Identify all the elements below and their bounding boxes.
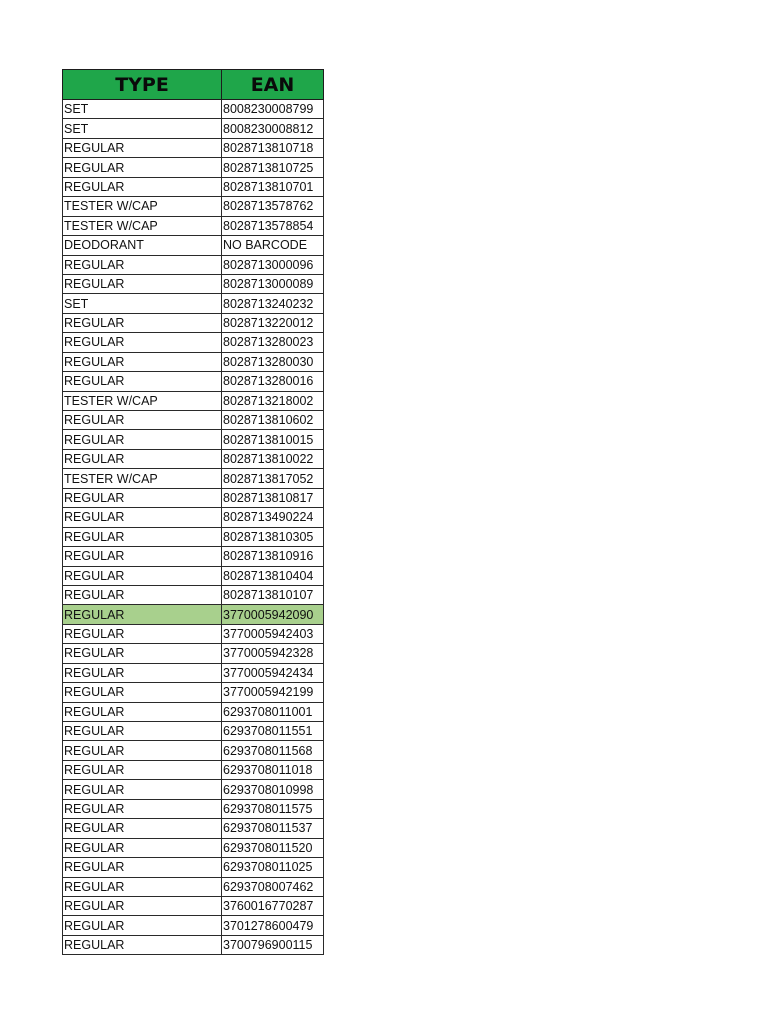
cell-type[interactable]: TESTER W/CAP: [63, 197, 222, 216]
table-row: [63, 430, 324, 449]
cell-ean[interactable]: 8028713218002: [222, 391, 324, 410]
table-row: [63, 391, 324, 410]
table-row: [63, 449, 324, 468]
cell-ean[interactable]: 8008230008812: [222, 119, 324, 138]
table-row: [63, 683, 324, 702]
table-row: [63, 411, 324, 430]
table-row: [63, 255, 324, 274]
table-row: [63, 158, 324, 177]
cell-type[interactable]: REGULAR: [63, 624, 222, 643]
table-row: [63, 935, 324, 954]
cell-type[interactable]: SET: [63, 294, 222, 313]
table-row: [63, 819, 324, 838]
table-row: [63, 644, 324, 663]
cell-ean[interactable]: 8028713810015: [222, 430, 324, 449]
cell-type[interactable]: DEODORANT: [63, 236, 222, 255]
table-row: [63, 274, 324, 293]
table-row: [63, 197, 324, 216]
cell-ean[interactable]: 8028713000096: [222, 255, 324, 274]
table-row: [63, 799, 324, 818]
cell-ean[interactable]: 3701278600479: [222, 916, 324, 935]
cell-type[interactable]: REGULAR: [63, 508, 222, 527]
table-row: [63, 896, 324, 915]
table-row: [63, 858, 324, 877]
table-row: [63, 488, 324, 507]
cell-ean[interactable]: 8028713810107: [222, 585, 324, 604]
table-row: [63, 605, 324, 624]
cell-ean[interactable]: 3700796900115: [222, 935, 324, 954]
cell-ean[interactable]: 6293708011001: [222, 702, 324, 721]
cell-type[interactable]: REGULAR: [63, 702, 222, 721]
cell-type[interactable]: REGULAR: [63, 430, 222, 449]
cell-ean[interactable]: 8028713810022: [222, 449, 324, 468]
table-row: [63, 177, 324, 196]
cell-type[interactable]: REGULAR: [63, 858, 222, 877]
cell-ean[interactable]: 3760016770287: [222, 896, 324, 915]
cell-type[interactable]: REGULAR: [63, 722, 222, 741]
product-table: [62, 69, 324, 955]
table-row: [63, 877, 324, 896]
cell-ean[interactable]: 8028713810404: [222, 566, 324, 585]
cell-ean[interactable]: NO BARCODE: [222, 236, 324, 255]
cell-ean[interactable]: 6293708011520: [222, 838, 324, 857]
cell-type[interactable]: REGULAR: [63, 819, 222, 838]
cell-type[interactable]: REGULAR: [63, 177, 222, 196]
cell-ean[interactable]: 3770005942090: [222, 605, 324, 624]
cell-type[interactable]: REGULAR: [63, 838, 222, 857]
table-row: [63, 916, 324, 935]
cell-type[interactable]: REGULAR: [63, 741, 222, 760]
header-row: [63, 70, 324, 100]
cell-ean[interactable]: 6293708011568: [222, 741, 324, 760]
table-row: [63, 333, 324, 352]
cell-type[interactable]: TESTER W/CAP: [63, 216, 222, 235]
table-row: [63, 722, 324, 741]
cell-ean[interactable]: 8028713578762: [222, 197, 324, 216]
cell-type[interactable]: REGULAR: [63, 683, 222, 702]
cell-ean[interactable]: 8028713280016: [222, 372, 324, 391]
table-row: [63, 585, 324, 604]
cell-ean[interactable]: 6293708011025: [222, 858, 324, 877]
cell-type[interactable]: REGULAR: [63, 663, 222, 682]
column-header-type[interactable]: TYPE: [63, 70, 222, 100]
cell-type[interactable]: REGULAR: [63, 760, 222, 779]
cell-type[interactable]: REGULAR: [63, 877, 222, 896]
cell-type[interactable]: REGULAR: [63, 916, 222, 935]
cell-ean[interactable]: 8008230008799: [222, 100, 324, 119]
cell-ean[interactable]: 8028713817052: [222, 469, 324, 488]
cell-ean[interactable]: 8028713810305: [222, 527, 324, 546]
cell-ean[interactable]: 6293708007462: [222, 877, 324, 896]
cell-type[interactable]: REGULAR: [63, 255, 222, 274]
table-body: [63, 100, 324, 955]
cell-type[interactable]: REGULAR: [63, 352, 222, 371]
table-row: [63, 624, 324, 643]
cell-ean[interactable]: 3770005942328: [222, 644, 324, 663]
cell-type[interactable]: SET: [63, 100, 222, 119]
table-row: [63, 547, 324, 566]
cell-ean[interactable]: 3770005942403: [222, 624, 324, 643]
cell-ean[interactable]: 6293708011551: [222, 722, 324, 741]
cell-ean[interactable]: 8028713578854: [222, 216, 324, 235]
cell-ean[interactable]: 8028713810718: [222, 138, 324, 157]
cell-type[interactable]: TESTER W/CAP: [63, 391, 222, 410]
cell-ean[interactable]: 8028713810701: [222, 177, 324, 196]
table-row: [63, 527, 324, 546]
cell-type[interactable]: REGULAR: [63, 566, 222, 585]
cell-type[interactable]: TESTER W/CAP: [63, 469, 222, 488]
cell-type[interactable]: REGULAR: [63, 644, 222, 663]
cell-ean[interactable]: 8028713810916: [222, 547, 324, 566]
cell-ean[interactable]: 6293708011537: [222, 819, 324, 838]
cell-type[interactable]: REGULAR: [63, 411, 222, 430]
cell-ean[interactable]: 3770005942434: [222, 663, 324, 682]
cell-ean[interactable]: 8028713810817: [222, 488, 324, 507]
table-row: [63, 100, 324, 119]
table-row: [63, 352, 324, 371]
cell-type[interactable]: REGULAR: [63, 605, 222, 624]
cell-type[interactable]: REGULAR: [63, 449, 222, 468]
table-row: [63, 760, 324, 779]
cell-type[interactable]: REGULAR: [63, 896, 222, 915]
cell-ean[interactable]: 8028713810725: [222, 158, 324, 177]
cell-type[interactable]: REGULAR: [63, 547, 222, 566]
cell-ean[interactable]: 8028713240232: [222, 294, 324, 313]
cell-type[interactable]: REGULAR: [63, 935, 222, 954]
cell-type[interactable]: REGULAR: [63, 585, 222, 604]
cell-ean[interactable]: 8028713280030: [222, 352, 324, 371]
table-row: [63, 780, 324, 799]
cell-ean[interactable]: 8028713490224: [222, 508, 324, 527]
cell-ean[interactable]: 6293708010998: [222, 780, 324, 799]
cell-ean[interactable]: 8028713280023: [222, 333, 324, 352]
cell-type[interactable]: SET: [63, 119, 222, 138]
cell-type[interactable]: REGULAR: [63, 274, 222, 293]
column-header-ean[interactable]: EAN: [222, 70, 324, 100]
cell-type[interactable]: REGULAR: [63, 138, 222, 157]
cell-type[interactable]: REGULAR: [63, 333, 222, 352]
table-row: [63, 216, 324, 235]
cell-type[interactable]: REGULAR: [63, 158, 222, 177]
cell-type[interactable]: REGULAR: [63, 488, 222, 507]
table-row: [63, 702, 324, 721]
cell-ean[interactable]: 6293708011018: [222, 760, 324, 779]
table-row: [63, 566, 324, 585]
table-row: [63, 138, 324, 157]
cell-type[interactable]: REGULAR: [63, 527, 222, 546]
table-row: [63, 372, 324, 391]
cell-type[interactable]: REGULAR: [63, 799, 222, 818]
cell-ean[interactable]: 8028713810602: [222, 411, 324, 430]
cell-ean[interactable]: 8028713000089: [222, 274, 324, 293]
table-row: [63, 469, 324, 488]
table-row: [63, 119, 324, 138]
table-row: [63, 508, 324, 527]
table-row: [63, 663, 324, 682]
table-row: [63, 741, 324, 760]
table-row: [63, 838, 324, 857]
cell-type[interactable]: REGULAR: [63, 313, 222, 332]
table-row: [63, 294, 324, 313]
cell-ean[interactable]: 3770005942199: [222, 683, 324, 702]
cell-type[interactable]: REGULAR: [63, 780, 222, 799]
table-row: [63, 313, 324, 332]
table-row: [63, 236, 324, 255]
cell-ean[interactable]: 6293708011575: [222, 799, 324, 818]
cell-ean[interactable]: 8028713220012: [222, 313, 324, 332]
cell-type[interactable]: REGULAR: [63, 372, 222, 391]
